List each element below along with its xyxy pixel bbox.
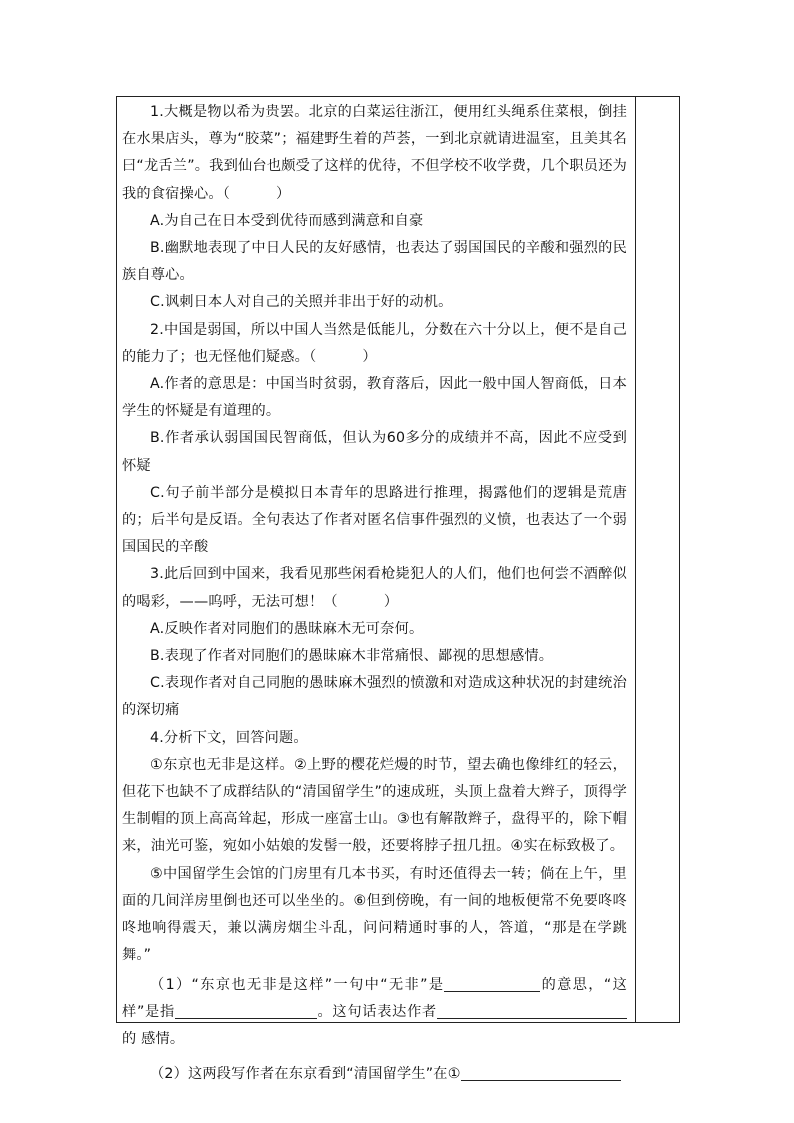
answer-blank-1[interactable] bbox=[444, 973, 540, 992]
q3-stem: 3.此后回到中国来，我看见那些闲看枪毙犯人的人们，他们也何尝不酒醉似的喝彩，——呜呼，无法可想！（ ） bbox=[122, 566, 627, 610]
q1-option-c: C.讽刺日本人对自己的关照并非出于好的动机。 bbox=[150, 294, 453, 311]
q4-sub-question-2: （2）这两段写作者在东京看到“清国留学生”在① bbox=[122, 1061, 627, 1088]
worksheet-table bbox=[116, 96, 680, 1083]
q4-passage-1: ①东京也无非是这样。②上野的樱花烂熳的时节，望去确也像绯红的轻云，但花下也缺不了成群结队的“清国留学生”的速成班，头顶上盘着大辫子，顶得学生制帽的顶上高高耸起，形成一座富士山。③也有解散辫子，盘得平的，除下帽来，油光可鉴，宛如小姑娘的发髻一般，还要将脖子扭几扭。④实在标致极了。 bbox=[122, 756, 627, 855]
q1-option-b: B.幽默地表现了中日人民的友好感情，也表达了弱国国民的辛酸和强烈的民族自尊心。 bbox=[122, 240, 627, 284]
answer-blank-3[interactable] bbox=[437, 1000, 627, 1019]
q4-title: 4.分析下文，回答问题。 bbox=[150, 729, 308, 746]
column-divider bbox=[635, 97, 636, 1022]
q2-stem: 2.中国是弱国，所以中国人当然是低能儿，分数在六十分以上，便不是自己的能力了；也无怪他们疑惑。（ ） bbox=[122, 321, 627, 365]
q1-stem: 1.大概是物以希为贵罢。北京的白菜运往浙江，便用红头绳系住菜根，倒挂在水果店头，尊为“胶菜”；福建野生着的芦荟，一到北京就请进温室，且美其名曰“龙舌兰”。我到仙台也颇受了这样的优待，不但学校不收学费，几个职员还为我的食宿操心。（ ） bbox=[122, 104, 627, 202]
q3-option-c: C.表现作者对自己同胞的愚昧麻木强烈的愤激和对造成这种状况的封建统治的深切痛 bbox=[122, 675, 627, 719]
q2-option-b: B.作者承认弱国国民智商低，但认为60多分的成绩并不高，因此不应受到怀疑 bbox=[122, 430, 627, 474]
q3-option-a: A.反映作者对同胞们的愚昧麻木无可奈何。 bbox=[150, 620, 424, 637]
q2-option-c: C.句子前半部分是模拟日本青年的思路进行推理，揭露他们的逻辑是荒唐的；后半句是反语。全句表达了作者对匿名信事件强烈的义愤，也表达了一个弱国国民的辛酸 bbox=[122, 484, 627, 556]
q4-sub-question-1: （1）“东京也无非是这样”一句中“无非”是 的意思，“这样”是指 。这句话表达作者的 感情。 bbox=[122, 972, 627, 1054]
q4-passage-2: ⑤中国留学生会馆的门房里有几本书买，有时还值得去一转；倘在上午，里面的几间洋房里倒也还可以坐坐的。⑥但到傍晚，有一间的地板便常不免要咚咚咚地响得震天，兼以满房烟尘斗乱，问问精通时事的人，答道，“那是在学跳舞。” bbox=[122, 865, 627, 964]
q2-option-a: A.作者的意思是：中国当时贫弱，教育落后，因此一般中国人智商低，日本学生的怀疑是有道理的。 bbox=[122, 376, 627, 420]
answer-blank-4[interactable] bbox=[461, 1062, 621, 1081]
q1-option-a: A.为自己在日本受到优待而感到满意和自豪 bbox=[150, 212, 424, 229]
answer-blank-2[interactable] bbox=[175, 1000, 317, 1019]
question-content bbox=[117, 97, 635, 1088]
q3-option-b: B.表现了作者对同胞们的愚昧麻木非常痛恨、鄙视的思想感情。 bbox=[150, 648, 554, 665]
